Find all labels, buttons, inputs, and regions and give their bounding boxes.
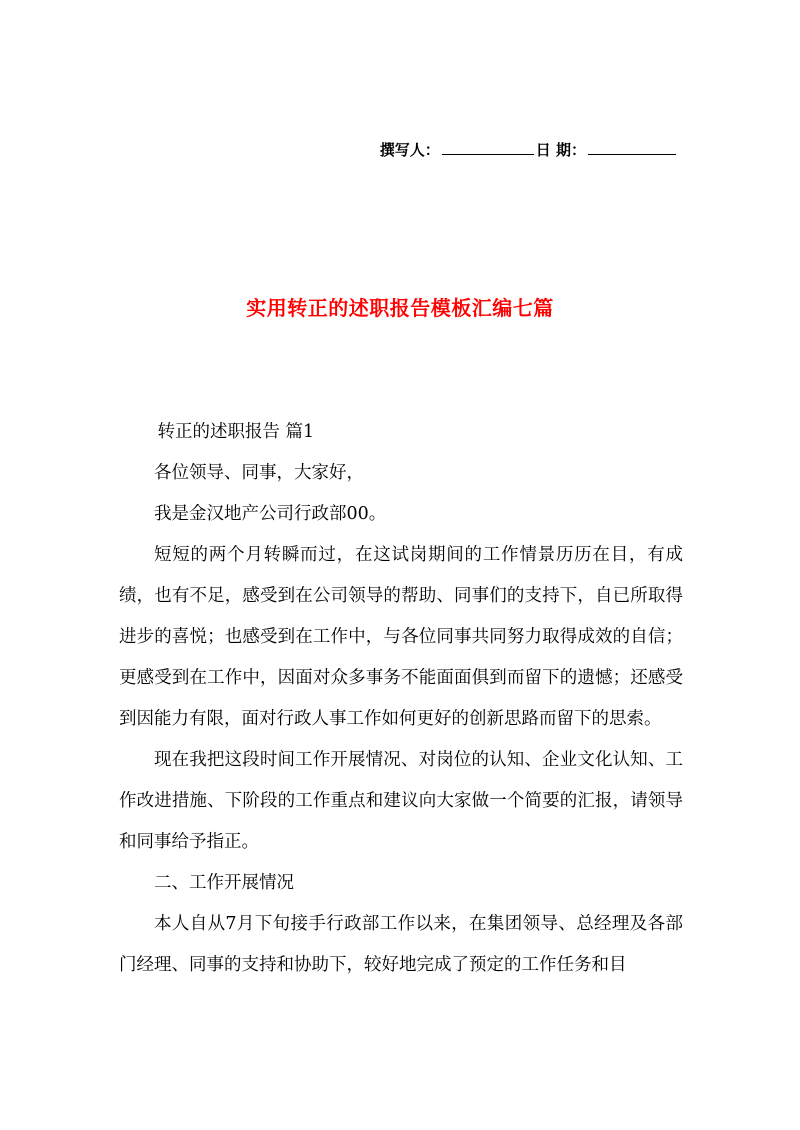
date-blank-line	[588, 140, 676, 155]
paragraph-work-progress: 本人自从7月下旬接手行政部工作以来，在集团领导、总经理及各部门经理、同事的支持和协助下，较好地完成了预定的工作任务和目	[119, 914, 683, 975]
report-subheading: 转正的述职报告 篇1	[157, 422, 315, 442]
author-label: 撰写人：	[379, 141, 440, 159]
section-title: 二、工作开展情况	[154, 873, 294, 893]
document-title: 实用转正的述职报告模板汇编七篇	[246, 296, 554, 320]
author-blank-line	[442, 140, 534, 155]
paragraph-greeting: 各位领导、同事，大家好，	[154, 463, 364, 483]
date-label: 日 期：	[535, 141, 586, 159]
paragraph-intro: 我是金汉地产公司行政部00。	[154, 504, 387, 524]
document-body	[119, 412, 683, 986]
paragraph-reflection: 短短的两个月转瞬而过，在这试岗期间的工作情景历历在目，有成绩，也有不足，感受到在公司领导的帮助、同事们的支持下，自已所取得进步的喜悦；也感受到在工作中，与各位同事共同努力取得成效的自信；更感受到在工作中，因面对众多事务不能面面俱到而留下的遗憾；还感受到因能力有限，面对行政人事工作如何更好的创新思路而留下的思索。	[119, 545, 683, 729]
paragraph-summary: 现在我把这段时间工作开展情况、对岗位的认知、企业文化认知、工作改进措施、下阶段的工作重点和建议向大家做一个简要的汇报，请领导和同事给予指正。	[119, 750, 683, 852]
author-date-line	[380, 140, 678, 160]
